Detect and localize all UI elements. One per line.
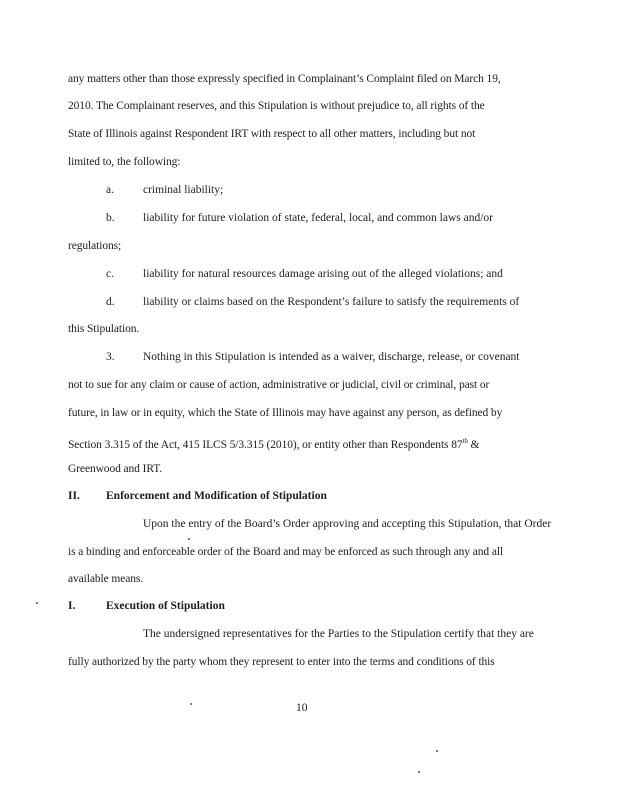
scan-speck — [436, 750, 438, 752]
scan-speck — [190, 703, 192, 705]
section-heading: Execution of Stipulation — [106, 600, 225, 612]
text-fragment: & — [467, 438, 480, 451]
text-line: limited to, the following: — [68, 156, 181, 168]
text-line: Upon the entry of the Board’s Order approving and accepting this Stipulation, that Order — [143, 518, 552, 530]
text-line — [68, 434, 479, 452]
scan-speck — [418, 771, 420, 773]
text-line: future, in law or in equity, which the State of Illinois may have against any person, as defined by — [68, 407, 503, 419]
superscript: th — [462, 437, 468, 445]
list-label: d. — [106, 296, 115, 308]
text-line: available means. — [68, 573, 144, 585]
text-line: any matters other than those expressly specified in Complainant’s Complaint filed on March 19, — [68, 73, 501, 85]
scan-speck — [188, 538, 190, 540]
page-number: 10 — [296, 702, 308, 714]
text-line: not to sue for any claim or cause of action, administrative or judicial, civil or criminal, past or — [68, 379, 490, 391]
paragraph-number: 3. — [106, 351, 115, 363]
section-number: I. — [68, 600, 76, 612]
text-line: Nothing in this Stipulation is intended as a waiver, discharge, release, or covenant — [143, 351, 520, 363]
text-line: 2010. The Complainant reserves, and this Stipulation is without prejudice to, all rights of the — [68, 100, 485, 112]
list-item-continuation: this Stipulation. — [68, 323, 140, 335]
scan-speck — [36, 602, 38, 604]
text-fragment: Section 3.315 of the Act, 415 ILCS 5/3.315 (2010), or entity other than Respondents 87 — [68, 438, 463, 451]
list-item: liability for future violation of state, federal, local, and common laws and/or — [143, 212, 494, 224]
list-item: criminal liability; — [143, 184, 224, 196]
text-line: Greenwood and IRT. — [68, 463, 163, 475]
list-item: liability or claims based on the Respondent’s failure to satisfy the requirements of — [143, 296, 520, 308]
text-line: is a binding and enforceable order of the Board and may be enforced as such through any and all — [68, 546, 504, 558]
list-label: a. — [106, 184, 114, 196]
list-label: b. — [106, 212, 115, 224]
list-item: liability for natural resources damage arising out of the alleged violations; and — [143, 268, 503, 280]
text-line: The undersigned representatives for the Parties to the Stipulation certify that they are — [143, 628, 534, 640]
section-number: II. — [68, 490, 80, 502]
text-line: State of Illinois against Respondent IRT with respect to all other matters, including but not — [68, 128, 476, 140]
list-item-continuation: regulations; — [68, 240, 122, 252]
text-line: fully authorized by the party whom they represent to enter into the terms and conditions of this — [68, 656, 495, 668]
list-label: c. — [106, 268, 114, 280]
section-heading: Enforcement and Modification of Stipulation — [106, 490, 327, 502]
